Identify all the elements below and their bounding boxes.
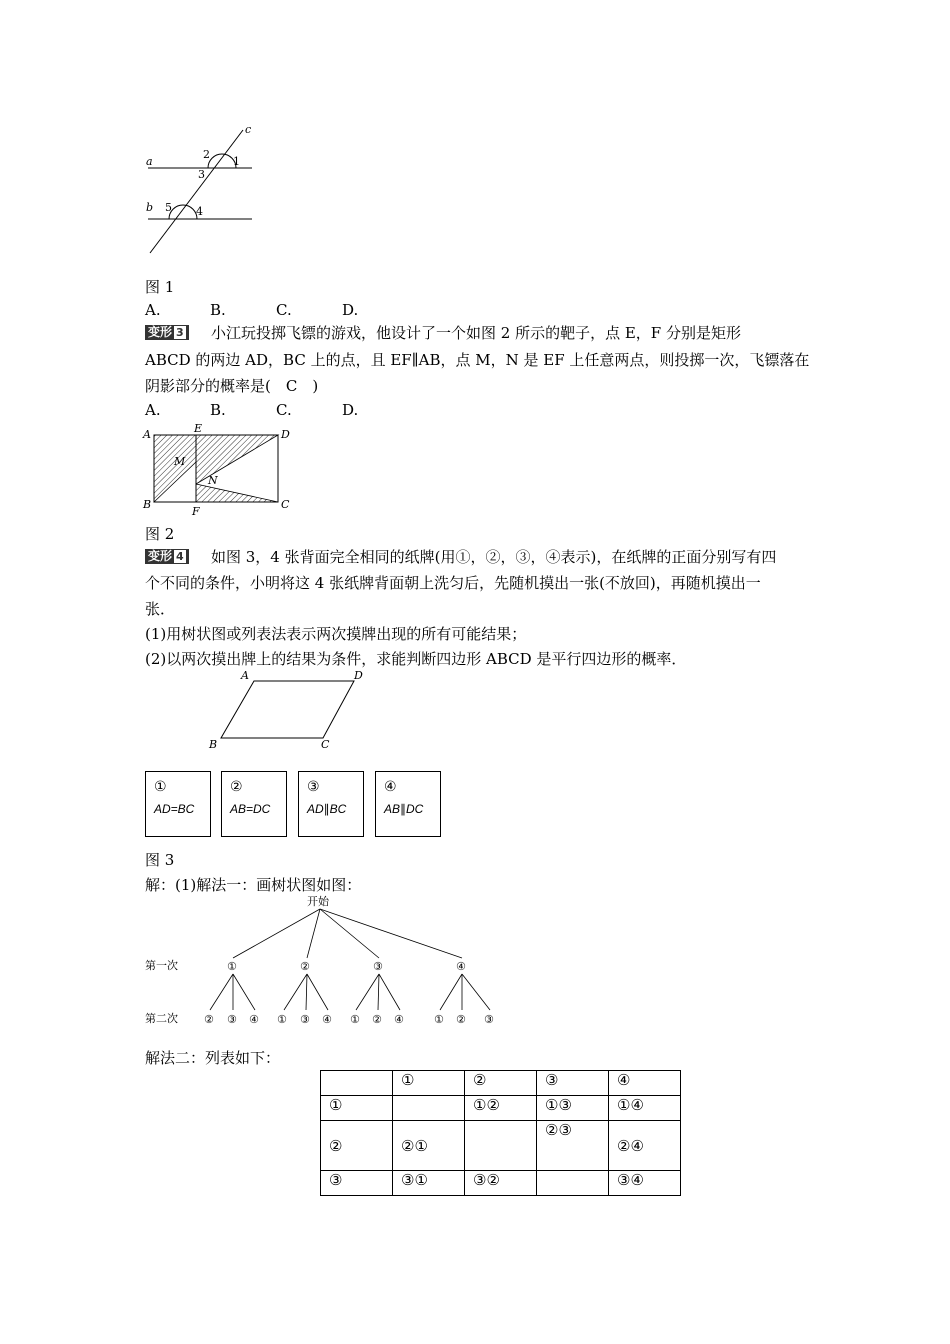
variant-4-badge: 变形 4: [145, 549, 189, 564]
table-cell: [465, 1121, 537, 1171]
table-cell: ②④: [609, 1121, 681, 1171]
line-c: [150, 130, 243, 253]
tree-leaf: ①: [350, 1013, 360, 1026]
variant-4-line-2: 个不同的条件，小明将这 4 张纸牌背面朝上洗匀后，先随机摸出一张(不放回)，再随机摸出一: [145, 574, 761, 592]
point-c: C: [321, 738, 330, 751]
table-cell: ①②: [465, 1096, 537, 1121]
table-cell: ②③: [537, 1121, 609, 1171]
card-condition: AD=BC: [154, 802, 195, 816]
point-a: A: [241, 669, 249, 682]
tree-leaf: ②: [456, 1013, 466, 1026]
point-c: C: [281, 498, 290, 511]
table-cell: ①: [321, 1096, 393, 1121]
solution-method-1: 解：(1)解法一：画树状图如图：: [145, 876, 362, 894]
point-a: A: [143, 428, 151, 441]
table-cell: ①③: [537, 1096, 609, 1121]
figure-3-parallelogram: [205, 667, 370, 754]
point-f: F: [192, 505, 200, 518]
table-cell: ②: [465, 1071, 537, 1096]
label-angle-4: 4: [196, 205, 203, 218]
label-c: c: [245, 123, 252, 136]
table-cell: ①④: [609, 1096, 681, 1121]
card-number: ④: [384, 778, 397, 794]
tree-leaf: ②: [204, 1013, 214, 1026]
point-e: E: [194, 422, 203, 435]
tree-root: 开始: [307, 895, 329, 908]
table-cell: ②: [321, 1121, 393, 1171]
tree-node-3: ③: [373, 960, 383, 973]
table-cell: ③: [537, 1071, 609, 1096]
figure-1-diagram: [140, 120, 270, 260]
table-cell: ③①: [393, 1171, 465, 1196]
table-cell: ③: [321, 1171, 393, 1196]
variant-3-option-b: B.: [210, 401, 226, 419]
option-d: D.: [342, 301, 359, 319]
figure-3-caption: 图 3: [145, 851, 175, 869]
quadrilateral-abcd: [221, 681, 354, 738]
table-cell: ③②: [465, 1171, 537, 1196]
point-n: N: [208, 474, 218, 487]
label-angle-5: 5: [165, 201, 172, 214]
table-cell: [537, 1171, 609, 1196]
tree-leaf: ③: [300, 1013, 310, 1026]
tree-node-2: ②: [300, 960, 310, 973]
card-condition: AB∥DC: [384, 802, 424, 816]
card-condition: AD∥BC: [307, 802, 347, 816]
table-row: [321, 1171, 681, 1196]
option-c: C.: [276, 301, 292, 319]
variant-4-badge-number: 4: [176, 550, 184, 563]
angle-arc-bottom: [169, 205, 197, 219]
option-a: A.: [145, 301, 161, 319]
tree-node-1: ①: [227, 960, 237, 973]
figure-2-diagram: [140, 422, 300, 518]
variant-3-option-d: D.: [342, 401, 359, 419]
card-number: ②: [230, 778, 243, 794]
figure-2-caption: 图 2: [145, 525, 175, 543]
variant-3-option-c: C.: [276, 401, 292, 419]
variant-3-option-a: A.: [145, 401, 161, 419]
table-cell: ①: [393, 1071, 465, 1096]
tree-leaf: ①: [434, 1013, 444, 1026]
point-b: B: [209, 738, 218, 751]
card-4: [375, 771, 441, 837]
point-d: D: [281, 428, 290, 441]
variant-3-badge: 变形 3: [145, 325, 189, 340]
label-b: b: [146, 201, 154, 214]
point-b: B: [143, 498, 152, 511]
card-3: [298, 771, 364, 837]
tree-node-4: ④: [456, 960, 466, 973]
outcome-table: [320, 1070, 681, 1196]
label-a: a: [146, 155, 153, 168]
tree-leaf: ②: [372, 1013, 382, 1026]
variant-3-line-3: 阴影部分的概率是( C ): [145, 377, 319, 395]
shaded-triangle-left: [154, 435, 196, 502]
table-cell: ④: [609, 1071, 681, 1096]
option-b: B.: [210, 301, 226, 319]
label-angle-3: 3: [198, 168, 205, 181]
tree-leaf: ④: [249, 1013, 259, 1026]
variant-4-line-1: 如图 3，4 张背面完全相同的纸牌(用①，②，③，④表示)，在纸牌的正面分别写有四: [211, 548, 777, 566]
tree-leaf: ③: [227, 1013, 237, 1026]
figure-1-caption: 图 1: [145, 278, 175, 296]
tree-diagram: [140, 892, 510, 1032]
tree-leaf: ①: [277, 1013, 287, 1026]
table-cell: ③④: [609, 1171, 681, 1196]
solution-method-2: 解法二：列表如下：: [145, 1049, 281, 1067]
table-row: [321, 1096, 681, 1121]
question-2: (2)以两次摸出牌上的结果为条件，求能判断四边形 ABCD 是平行四边形的概率．: [145, 650, 687, 668]
angle-arc-top: [208, 154, 236, 168]
tree-level-1-label: 第一次: [145, 959, 178, 972]
table-cell: ②①: [393, 1121, 465, 1171]
card-number: ①: [154, 778, 167, 794]
table-row: [321, 1121, 681, 1171]
card-number: ③: [307, 778, 320, 794]
table-cell: [321, 1071, 393, 1096]
variant-3-line-1: 小江玩投掷飞镖的游戏，他设计了一个如图 2 所示的靶子，点 E，F 分别是矩形: [211, 324, 741, 342]
table-cell: [393, 1096, 465, 1121]
card-condition: AB=DC: [230, 802, 271, 816]
card-1: [145, 771, 211, 837]
table-header-row: [321, 1071, 681, 1096]
variant-4-line-3: 张．: [145, 600, 176, 618]
tree-level-2-label: 第二次: [145, 1012, 178, 1025]
variant-3-badge-number: 3: [176, 326, 184, 339]
tree-leaf: ④: [394, 1013, 404, 1026]
card-2: [221, 771, 287, 837]
tree-leaf: ③: [484, 1013, 494, 1026]
label-angle-2: 2: [203, 148, 210, 161]
point-d: D: [354, 669, 363, 682]
question-1: (1)用树状图或列表法表示两次摸牌出现的所有可能结果；: [145, 625, 527, 643]
tree-leaf: ④: [322, 1013, 332, 1026]
variant-3-line-2: ABCD 的两边 AD，BC 上的点，且 EF∥AB，点 M，N 是 EF 上任意两点，则投掷一次，飞镖落在: [145, 351, 810, 369]
point-m: M: [174, 455, 186, 468]
label-angle-1: 1: [233, 155, 240, 168]
